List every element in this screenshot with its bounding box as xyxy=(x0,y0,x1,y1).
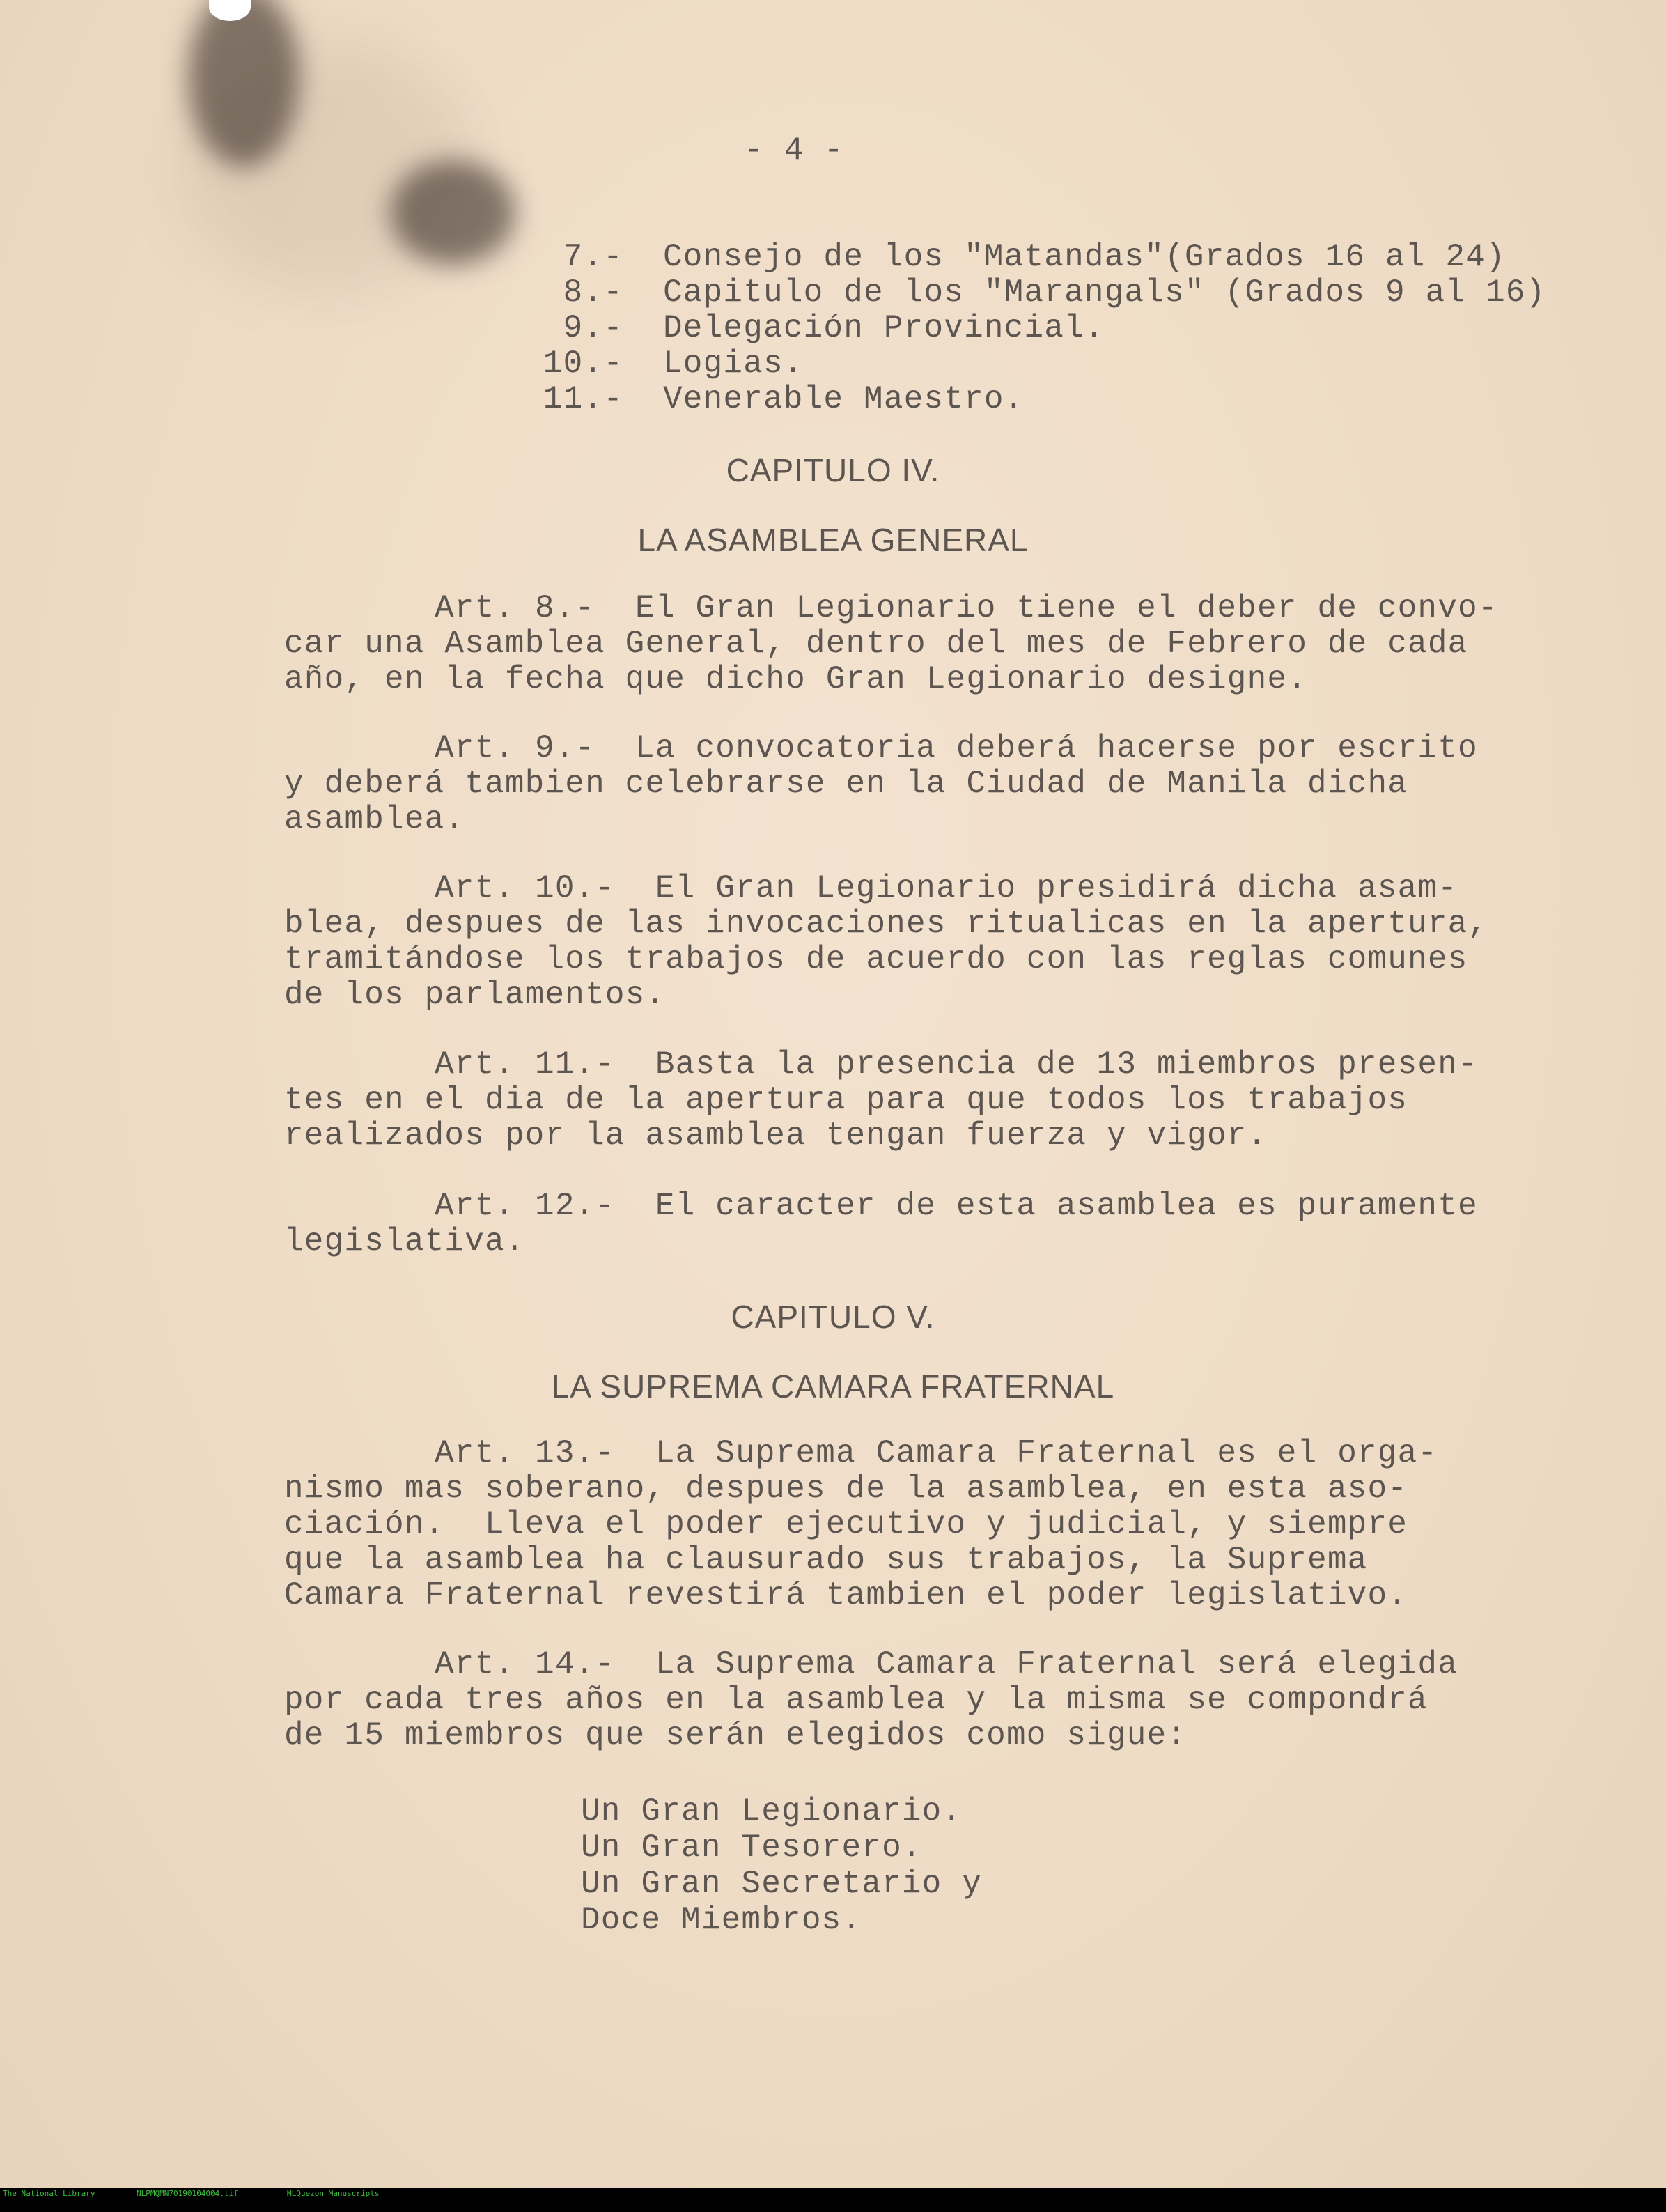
article-line: Art. 9.- La convocatoria deberá hacerse por escrito xyxy=(435,730,1478,766)
article-line: Art. 8.- El Gran Legionario tiene el deber de convo- xyxy=(435,590,1498,626)
article-line: por cada tres años en la asamblea y la misma se compondrá xyxy=(284,1682,1428,1718)
list-item-text: Delegación Provincial. xyxy=(663,310,1105,346)
stain-halo xyxy=(181,42,474,293)
article-line: que la asamblea ha clausurado sus trabajos, la Suprema xyxy=(284,1542,1368,1578)
list-item-text: Capitulo de los "Marangals" (Grados 9 al 16) xyxy=(663,274,1546,311)
footer-collection: MLQuezon Manuscripts xyxy=(287,2189,380,2198)
member-item: Un Gran Tesorero. xyxy=(581,1830,922,1866)
article-line: Art. 12.- El caracter de esta asamblea es puramente xyxy=(435,1188,1478,1224)
member-item: Doce Miembros. xyxy=(581,1902,862,1938)
list-item-number: 9.- xyxy=(563,310,623,346)
list-item-text: Venerable Maestro. xyxy=(663,381,1025,417)
article-paragraph xyxy=(284,871,1566,1013)
article-line: Art. 10.- El Gran Legionario presidirá dicha asam- xyxy=(435,870,1458,906)
article-paragraph xyxy=(284,591,1566,697)
list-item-text: Consejo de los "Matandas"(Grados 16 al 24) xyxy=(663,239,1506,275)
article-paragraph xyxy=(284,1647,1566,1754)
article-line: de 15 miembros que serán elegidos como sigue: xyxy=(284,1717,1188,1754)
article-line: blea, despues de las invocaciones ritualicas en la apertura, xyxy=(284,906,1488,942)
scan-footer-bar xyxy=(0,2188,1666,2212)
footer-library: The National Library xyxy=(3,2189,95,2198)
article-line: Camara Fraternal revestirá tambien el poder legislativo. xyxy=(284,1577,1408,1614)
page-number: - 4 - xyxy=(744,132,844,169)
article-line: año, en la fecha que dicho Gran Legionario designe. xyxy=(284,661,1308,697)
list-item-number: 7.- xyxy=(563,239,623,275)
article-line: Art. 11.- Basta la presencia de 13 miembros presen- xyxy=(435,1046,1478,1083)
member-item: Un Gran Secretario y xyxy=(581,1866,983,1902)
footer-filename: NLPMQMN70190104004.tif xyxy=(137,2189,238,2198)
article-line: asamblea. xyxy=(284,801,465,837)
article-paragraph xyxy=(284,1047,1566,1154)
article-paragraph xyxy=(284,1436,1566,1614)
list-item-number: 8.- xyxy=(563,274,623,311)
list-item-number: 11.- xyxy=(543,381,623,417)
article-line: ciación. Lleva el poder ejecutivo y judicial, y siempre xyxy=(284,1506,1408,1542)
article-line: tramitándose los trabajos de acuerdo con las reglas comunes xyxy=(284,941,1468,977)
list-item-number: 10.- xyxy=(543,346,623,382)
article-line: Art. 14.- La Suprema Camara Fraternal será elegida xyxy=(435,1646,1458,1683)
article-paragraph xyxy=(284,731,1566,837)
paper-tear xyxy=(209,0,251,21)
chapter-heading: CAPITULO V. xyxy=(731,1299,935,1335)
chapter-title: LA SUPREMA CAMARA FRATERNAL xyxy=(551,1368,1115,1405)
burn-stain-top xyxy=(188,0,299,167)
article-line: car una Asamblea General, dentro del mes de Febrero de cada xyxy=(284,626,1468,662)
list-item-text: Logias. xyxy=(663,346,804,382)
article-line: realizados por la asamblea tengan fuerza y vigor. xyxy=(284,1117,1268,1154)
member-list xyxy=(581,1793,982,1938)
article-line: y deberá tambien celebrarse en la Ciudad de Manila dicha xyxy=(284,766,1408,802)
chapter-title: LA ASAMBLEA GENERAL xyxy=(637,522,1029,558)
chapter-heading: CAPITULO IV. xyxy=(726,452,940,488)
article-line: tes en el dia de la apertura para que todos los trabajos xyxy=(284,1082,1408,1118)
member-item: Un Gran Legionario. xyxy=(581,1793,963,1830)
article-line: legislativa. xyxy=(284,1223,525,1260)
article-line: Art. 13.- La Suprema Camara Fraternal es el orga- xyxy=(435,1435,1438,1471)
article-line: de los parlamentos. xyxy=(284,977,666,1013)
article-line: nismo mas soberano, despues de la asamblea, en esta aso- xyxy=(284,1471,1408,1507)
article-paragraph xyxy=(284,1189,1566,1260)
